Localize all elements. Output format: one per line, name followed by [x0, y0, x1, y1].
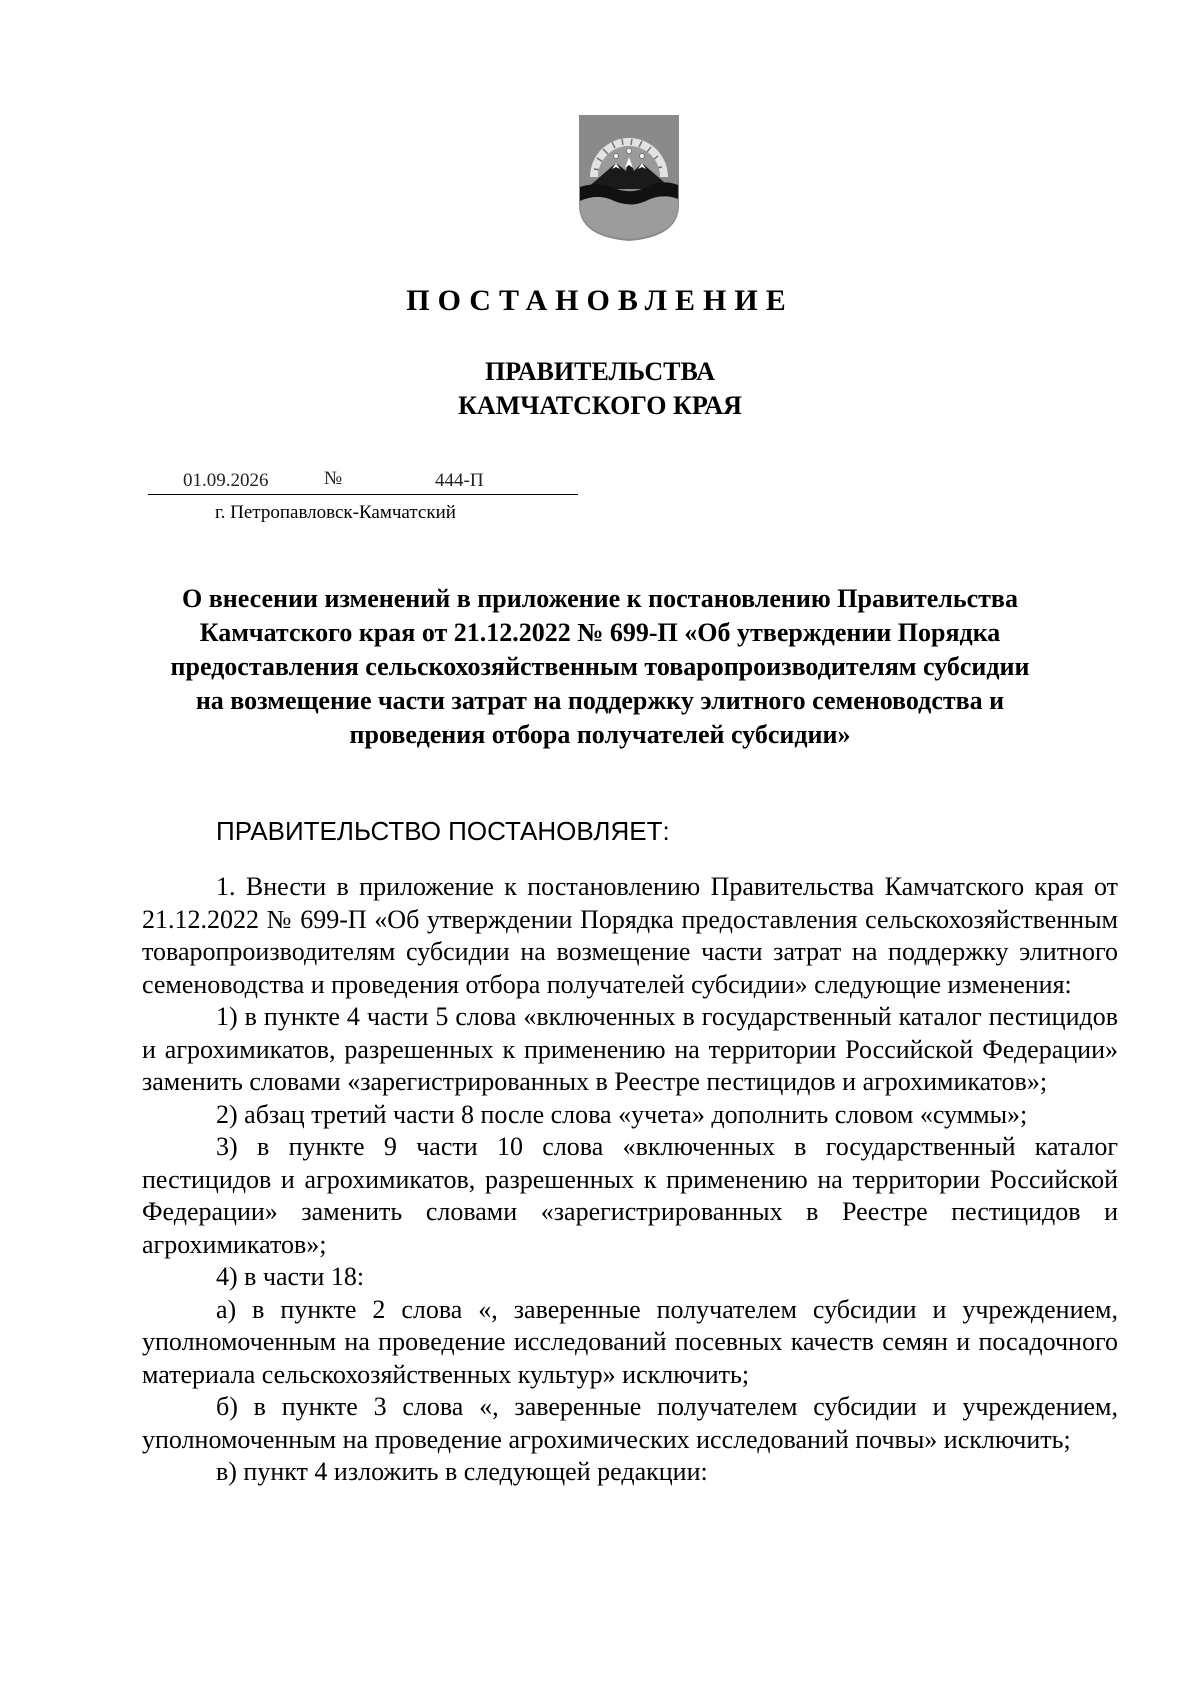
subject-line: на возмещение части затрат на поддержку элитного семеноводства и	[195, 686, 1005, 715]
subject-line: предоставления сельскохозяйственным товаропроизводителям субсидии	[170, 652, 1030, 681]
document-type-title: ПОСТАНОВЛЕНИЕ	[406, 284, 794, 317]
authority-line-2: КАМЧАТСКОГО КРАЯ	[458, 391, 742, 420]
body-paragraph: в) пункт 4 изложить в следующей редакции:	[216, 1457, 708, 1486]
body-paragraph: 1. Внести в приложение к постановлению Правительства Камчатского края от 21.12.2022 № 699-П «Об утверждении Порядка предоставления сельскохозяйственным товаропроизводителям субсидии на возмещение части затрат на поддержку элитного семеноводства и проведения отбора получателей субсидии» следующие изменения:	[142, 872, 1118, 999]
decree-formula: ПРАВИТЕЛЬСТВО ПОСТАНОВЛЯЕТ:	[216, 816, 670, 846]
body-paragraph: 4) в части 18:	[216, 1262, 365, 1291]
body-paragraph: а) в пункте 2 слова «, заверенные получателем субсидии и учреждением, уполномоченным на проведение исследований посевных качеств семян и посадочного материала сельскохозяйственных культур» исключить;	[142, 1294, 1118, 1389]
body-paragraph: 3) в пункте 9 части 10 слова «включенных в государственный каталог пестицидов и агрохимикатов, разрешенных к применению на территории Российской Федерации» заменить словами «зарегистрированных в Реестре пестицидов и агрохимикатов»;	[142, 1132, 1118, 1259]
document-body	[142, 871, 1118, 1489]
document-date: 01.09.2026	[183, 470, 269, 491]
authority-line-1: ПРАВИТЕЛЬСТВА	[485, 357, 715, 386]
body-paragraph: б) в пункте 3 слова «, заверенные получателем субсидии и учреждением, уполномоченным на проведение агрохимических исследований почвы» исключить;	[142, 1392, 1118, 1454]
document-number: 444-П	[435, 470, 484, 491]
subject-line: проведения отбора получателей субсидии»	[349, 720, 851, 749]
number-sign-label: №	[324, 468, 343, 489]
registration-line	[148, 470, 578, 495]
subject-line: О внесении изменений в приложение к постановлению Правительства	[182, 584, 1018, 613]
body-paragraph: 1) в пункте 4 части 5 слова «включенных в государственный каталог пестицидов и агрохимикатов, разрешенных к применению на территории Российской Федерации» заменить словами «зарегистрированных в Реестре пестицидов и агрохимикатов»;	[142, 1002, 1118, 1096]
place-of-issue: г. Петропавловск-Камчатский	[215, 502, 456, 523]
body-paragraph: 2) абзац третий части 8 после слова «учета» дополнить словом «суммы»;	[216, 1099, 1028, 1129]
kamchatka-coat-of-arms-icon	[576, 113, 682, 243]
subject-line: Камчатского края от 21.12.2022 № 699-П «Об утверждении Порядка	[199, 618, 1001, 647]
issuing-authority	[0, 355, 1200, 423]
document-subject-title	[125, 582, 1075, 752]
